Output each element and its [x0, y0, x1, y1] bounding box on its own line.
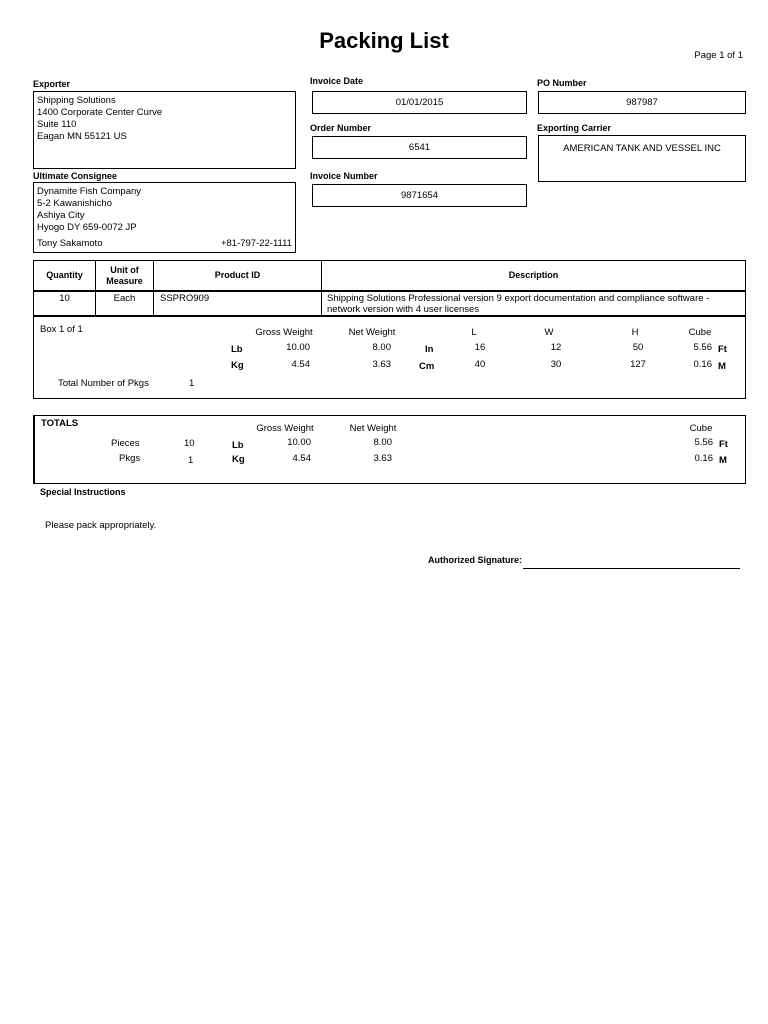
page-number: Page 1 of 1: [694, 50, 743, 61]
totals-lb-unit: Lb: [232, 440, 244, 451]
totals-net-header: Net Weight: [349, 423, 397, 434]
box-kg-h: 127: [630, 359, 646, 370]
box-kg-l: 40: [474, 359, 486, 370]
order-number-label: Order Number: [310, 123, 372, 133]
totals-kg-gross: 4.54: [292, 453, 311, 464]
box-kg-gross: 4.54: [291, 359, 310, 370]
consignee-line: Hyogo DY 659-0072 JP: [37, 222, 137, 233]
box-gross-header: Gross Weight: [255, 327, 313, 338]
exporter-line: Shipping Solutions: [37, 95, 116, 106]
item-product-id: SSPRO909: [160, 293, 210, 304]
totals-pkgs-value: 1: [188, 455, 194, 466]
box-l-header: L: [471, 327, 477, 338]
order-number-value: 6541: [312, 136, 527, 159]
items-table: [33, 260, 746, 316]
invoice-date-label: Invoice Date: [310, 76, 364, 86]
box-lb-h: 50: [632, 342, 644, 353]
totals-box: [33, 415, 746, 484]
po-number-value: 987987: [538, 91, 746, 114]
box-lb-cube-unit: Ft: [718, 344, 727, 355]
special-instructions-text: Please pack appropriately.: [45, 520, 157, 531]
box-kg-cube: 0.16: [693, 359, 712, 370]
box-kg-w: 30: [550, 359, 562, 370]
totals-kg-unit: Kg: [232, 454, 245, 465]
item-description-line: network version with 4 user licenses: [327, 304, 480, 315]
invoice-number-value: 9871654: [312, 184, 527, 207]
item-description: [327, 293, 742, 315]
item-description-line: Shipping Solutions Professional version 9 export documentation and compliance software -: [327, 293, 710, 304]
invoice-number-label: Invoice Number: [310, 171, 378, 181]
special-instructions-label: Special Instructions: [40, 487, 126, 497]
item-quantity: 10: [59, 293, 70, 304]
box-lb-w: 12: [550, 342, 562, 353]
consignee-label: Ultimate Consignee: [33, 171, 118, 181]
box-w-header: W: [544, 327, 554, 338]
totals-kg-net: 3.63: [373, 453, 392, 464]
signature-line[interactable]: [523, 568, 740, 569]
totals-lb-cube-unit: Ft: [719, 439, 728, 450]
consignee-line: Dynamite Fish Company: [37, 186, 142, 197]
exporting-carrier-value: AMERICAN TANK AND VESSEL INC: [538, 135, 746, 182]
consignee-line: 5-2 Kawanishicho: [37, 198, 112, 209]
consignee-box: [33, 182, 296, 253]
page-title: Packing List: [319, 28, 449, 53]
box-lb-cube: 5.56: [693, 342, 712, 353]
exporter-line: Suite 110: [37, 119, 77, 130]
exporter-line: 1400 Corporate Center Curve: [37, 107, 163, 118]
totals-lb-net: 8.00: [373, 437, 392, 448]
po-number-label: PO Number: [537, 78, 587, 88]
box-details: [33, 316, 746, 399]
header-uom: Unit of Measure: [106, 264, 143, 286]
exporter-label: Exporter: [33, 79, 71, 89]
box-cube-header: Cube: [688, 327, 712, 338]
totals-lb-gross: 10.00: [287, 437, 311, 448]
item-uom: Each: [113, 293, 136, 304]
box-h-header: H: [631, 327, 639, 338]
box-lb-unit: Lb: [231, 344, 243, 355]
totals-lb-cube: 5.56: [694, 437, 713, 448]
box-kg-cube-unit: M: [718, 361, 726, 372]
consignee-phone: +81-797-22-1111: [220, 238, 292, 249]
totals-gross-header: Gross Weight: [256, 423, 314, 434]
box-lb-gross: 10.00: [286, 342, 310, 353]
totals-pieces-value: 10: [184, 438, 195, 449]
box-kg-dim-unit: Cm: [419, 361, 435, 372]
box-kg-net: 3.63: [372, 359, 391, 370]
totals-cube-header: Cube: [689, 423, 713, 434]
header-product-id: Product ID: [214, 270, 261, 280]
invoice-date-value: 01/01/2015: [312, 91, 527, 114]
box-lb-dim-unit: In: [425, 344, 434, 355]
box-label: Box 1 of 1: [40, 324, 83, 335]
totals-kg-cube-unit: M: [719, 455, 727, 466]
header-quantity: Quantity: [46, 270, 83, 280]
totals-pkgs-label: Pkgs: [119, 453, 141, 464]
box-lb-l: 16: [474, 342, 486, 353]
exporter-box: [33, 91, 296, 169]
total-pkgs-label: Total Number of Pkgs: [58, 378, 149, 389]
totals-pieces-label: Pieces: [111, 438, 140, 449]
totals-kg-cube: 0.16: [694, 453, 713, 464]
totals-label: TOTALS: [41, 418, 79, 429]
header-description: Description: [508, 270, 559, 280]
box-kg-unit: Kg: [231, 360, 244, 371]
signature-label: Authorized Signature:: [428, 555, 522, 565]
consignee-contact: Tony Sakamoto: [37, 238, 103, 249]
total-pkgs-value: 1: [189, 378, 195, 389]
consignee-line: Ashiya City: [37, 210, 85, 221]
box-net-header: Net Weight: [348, 327, 396, 338]
box-lb-net: 8.00: [372, 342, 391, 353]
exporting-carrier-label: Exporting Carrier: [537, 123, 612, 133]
exporter-line: Eagan MN 55121 US: [37, 131, 127, 142]
